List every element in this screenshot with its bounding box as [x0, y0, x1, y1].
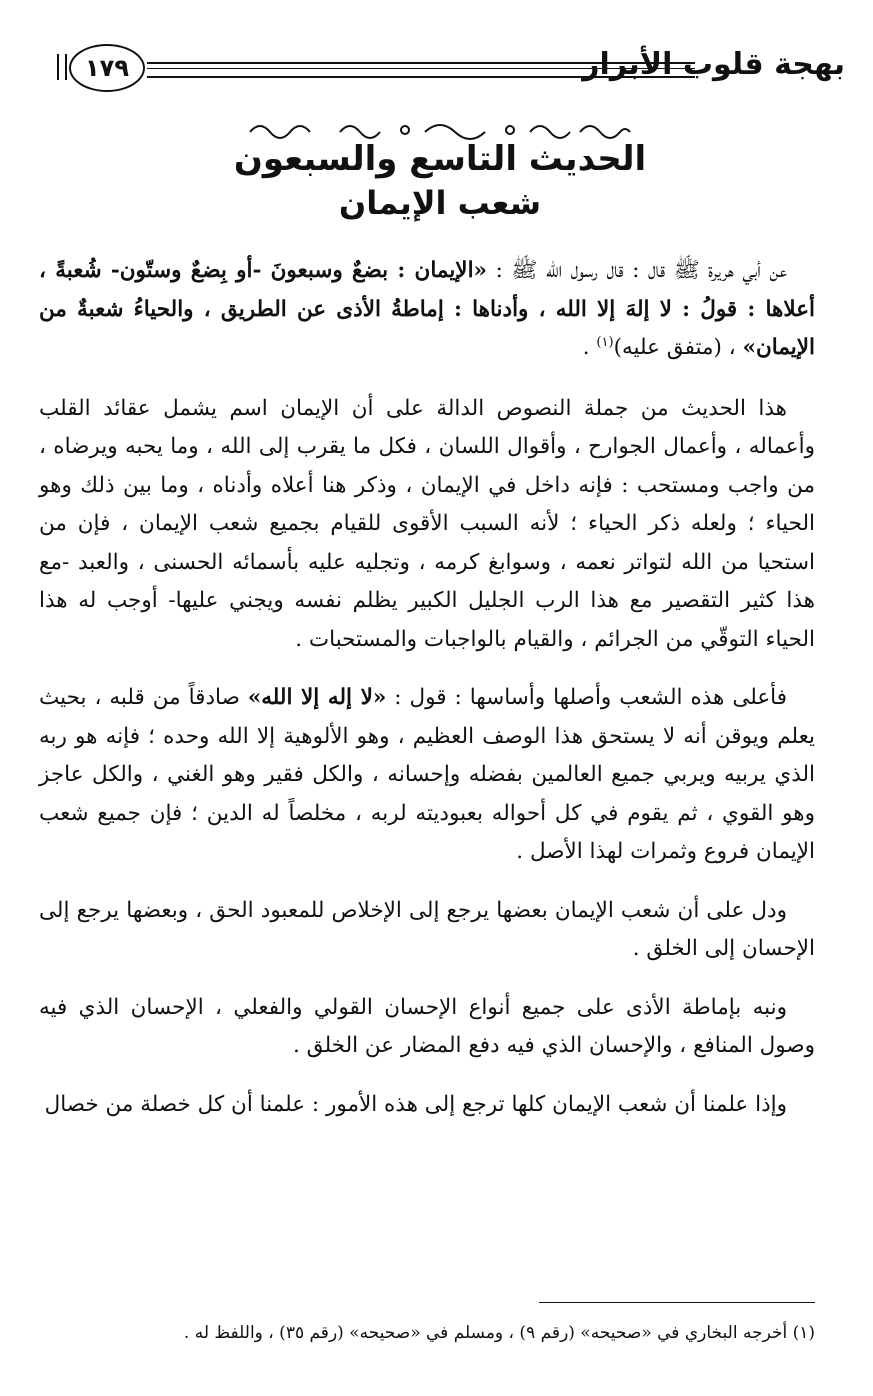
- body-text: [39, 252, 815, 1144]
- footnote-reference: (١): [596, 334, 614, 350]
- chapter-title: الحديث التاسع والسبعون: [233, 139, 647, 179]
- hadith-intro: عن أبي هريرة ﷺ قال : قال رسول الله ﷺ :: [486, 258, 787, 283]
- running-header: [55, 40, 845, 102]
- chapter-heading: [200, 118, 680, 228]
- page-number: ١٧٩: [69, 44, 145, 92]
- commentary-paragraph: وإذا علمنا أن شعب الإيمان كلها ترجع إلى هذه الأمور : علمنا أن كل خصلة من خصال: [44, 1091, 787, 1117]
- hadith-end: .: [582, 335, 597, 360]
- tawhid-phrase: «لا إله إلا الله»: [247, 685, 387, 710]
- hadith-source: ، (متفق عليه): [613, 335, 743, 360]
- book-title: بهجة قلوب الأبرار: [582, 47, 845, 82]
- tawhid-after: صادقاً من قلبه ، بحيث يعلم ويوقن أنه لا يستحق هذا الوصف العظيم ، وهو الألوهية إلا الله وحده ؛ فإنه هو ربه الذي يربيه ويربي جميع العالمين بفضله وإحسانه ، والكل فقير وهو الغني ، والكل عاجز وهو القوي ، ثم يقوم في كل أحواله بعبوديته لربه ، مخلصاً له الدين ؛ فإن جميع شعب الإيمان فروع وثمرات لهذا الأصل .: [39, 685, 815, 864]
- chapter-subtitle: شعب الإيمان: [338, 184, 542, 222]
- footnote-divider: [539, 1302, 815, 1303]
- commentary-paragraph: ونبه بإماطة الأذى على جميع أنواع الإحسان القولي والفعلي ، الإحسان الذي فيه وصول المنافع ، والإحسان الذي فيه دفع المضار عن الخلق .: [39, 994, 815, 1058]
- commentary-paragraph: ودل على أن شعب الإيمان بعضها يرجع إلى الإخلاص للمعبود الحق ، وبعضها يرجع إلى الإحسان إلى الخلق .: [39, 897, 815, 961]
- hadith-paragraph: [39, 252, 815, 368]
- tawhid-before: فأعلى هذه الشعب وأصلها وأساسها : قول :: [386, 685, 788, 710]
- footnote: (١) أخرجه البخاري في «صحيحه» (رقم ٩) ، ومسلم في «صحيحه» (رقم ٣٥) ، واللفظ له .: [183, 1323, 815, 1343]
- tawhid-paragraph: [39, 679, 815, 872]
- hadith-quote: «الإيمان : بضعٌ وسبعونَ -أو بِضعٌ وستّون- شُعبةً ، أعلاها : قولُ : لا إلهَ إلا الله ، وأدناها : إماطةُ الأذى عن الطريق ، والحياءُ شعبةٌ من الإيمان»: [39, 258, 815, 360]
- header-end-mark: [57, 54, 67, 80]
- header-rule-lines: [147, 62, 695, 78]
- commentary-paragraph: هذا الحديث من جملة النصوص الدالة على أن الإيمان اسم يشمل عقائد القلب وأعماله ، وأعمال الجوارح ، وأقوال اللسان ، فكل ما يقرب إلى الله ، وما يحبه ويرضاه ، من واجب ومستحب : فإنه داخل في الإيمان ، وذكر هنا أعلاه وأدناه ، وما بين ذلك وهو الحياء ؛ ولعله ذكر الحياء ؛ لأنه السبب الأقوى للقيام بجميع شعب الإيمان ، فإن من استحيا من الله لتواتر نعمه ، وسوابغ كرمه ، وتجليه عليه بأسمائه الحسنى ، والعبد -مع هذا كثير التقصير مع هذا الرب الجليل الكبير يظلم نفسه ويجني عليها- أوجب له هذا الحياء التوقّي من الجرائم ، والقيام بالواجبات والمستحبات .: [39, 395, 815, 652]
